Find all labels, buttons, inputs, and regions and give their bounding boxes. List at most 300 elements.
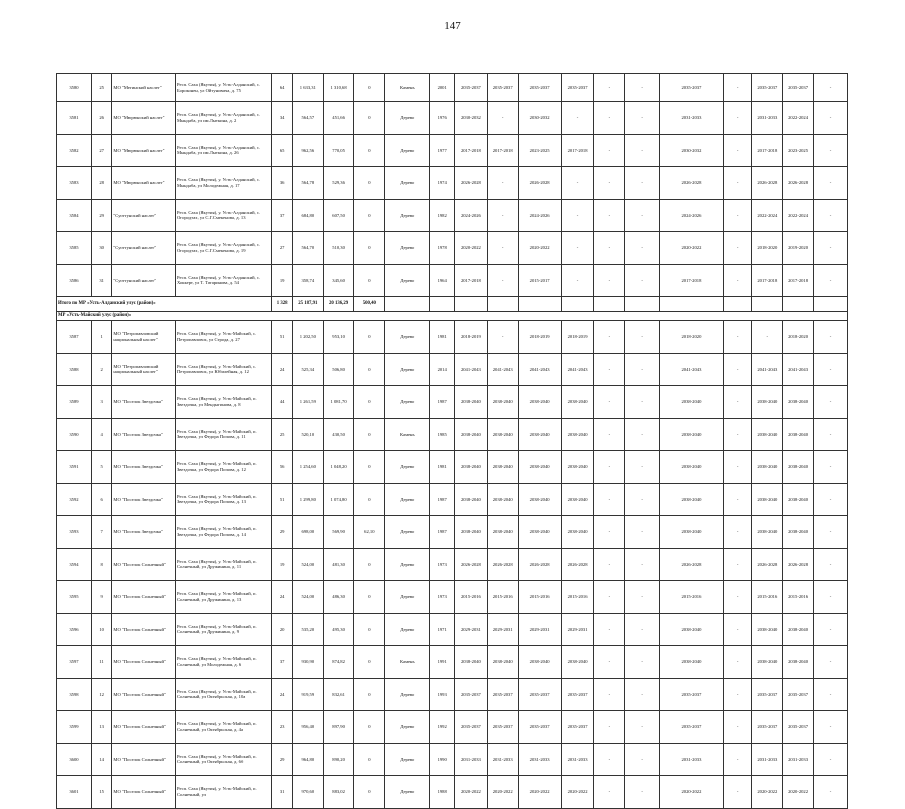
row-number-cell: 3594 bbox=[57, 548, 92, 581]
wall-material-cell: Дерево bbox=[385, 743, 430, 776]
period-roof-cell: 2038-2040 bbox=[454, 418, 487, 451]
period-electric-cell: 2020-2022 bbox=[660, 776, 724, 809]
total-living: 20 136,29 bbox=[323, 297, 354, 312]
living-area-cell: 607,50 bbox=[323, 199, 354, 232]
period-foundation-cell: 2017-2018 bbox=[783, 264, 814, 297]
residents-cell: 44 bbox=[272, 386, 293, 419]
period-basement-cell: 2018-2020 bbox=[752, 232, 783, 265]
period-other-cell: - bbox=[813, 418, 847, 451]
total-area-cell: 964,80 bbox=[292, 743, 323, 776]
period-heating-cell: 2023-2025 bbox=[518, 134, 561, 167]
row-number-cell: 3598 bbox=[57, 678, 92, 711]
address-cell: Респ. Саха (Якутия), у. Усть-Майский, п. Звездочка, ул Федора Попова, д. 11 bbox=[175, 418, 271, 451]
period-facade-cell: - bbox=[487, 264, 518, 297]
table-row bbox=[57, 613, 848, 646]
period-foundation-cell: 2020-2022 bbox=[783, 776, 814, 809]
period-other-cell: - bbox=[813, 134, 847, 167]
wall-material-cell: Дерево bbox=[385, 711, 430, 744]
table-total-section bbox=[57, 297, 848, 321]
total-area-cell: 358,74 bbox=[292, 264, 323, 297]
table-row bbox=[57, 451, 848, 484]
period-facade-cell: 2026-2028 bbox=[487, 548, 518, 581]
period-basement-cell: 2015-2016 bbox=[752, 581, 783, 614]
year-built-cell: 1977 bbox=[430, 134, 455, 167]
municipality-name-cell: МО "Поселок Солнечный" bbox=[112, 743, 176, 776]
nonresidential-area-cell: 0 bbox=[354, 199, 385, 232]
period-sewer-cell: - bbox=[594, 516, 625, 549]
period-gas-cell: - bbox=[625, 167, 660, 200]
period-roof-cell: 2030-2032 bbox=[454, 102, 487, 135]
table-row bbox=[57, 353, 848, 386]
row-number-cell: 3597 bbox=[57, 646, 92, 679]
period-water-cell: 2038-2040 bbox=[561, 483, 594, 516]
period-sewer-cell: - bbox=[594, 678, 625, 711]
period-elevator-cell: - bbox=[723, 199, 752, 232]
period-other-cell: - bbox=[813, 776, 847, 809]
wall-material-cell: Камень bbox=[385, 74, 430, 102]
wall-material-cell: Дерево bbox=[385, 516, 430, 549]
row-number-cell: 3592 bbox=[57, 483, 92, 516]
period-roof-cell: 2041-2043 bbox=[454, 353, 487, 386]
year-built-cell: 1982 bbox=[430, 199, 455, 232]
address-cell: Респ. Саха (Якутия), у. Усть-Майский, с. Петропавловск, ул Строда, д. 27 bbox=[175, 321, 271, 354]
year-built-cell: 1991 bbox=[430, 646, 455, 679]
sub-number-cell: 15 bbox=[91, 776, 112, 809]
period-electric-cell: 2015-2016 bbox=[660, 581, 724, 614]
period-water-cell: - bbox=[561, 264, 594, 297]
period-foundation-cell: 2035-2037 bbox=[783, 74, 814, 102]
period-foundation-cell: 2015-2016 bbox=[783, 581, 814, 614]
living-area-cell: 1 074,80 bbox=[323, 483, 354, 516]
address-cell: Респ. Саха (Якутия), у. Усть-Алданский, с. Мындаба, ул им.Лыткина, д. 26 bbox=[175, 134, 271, 167]
period-other-cell: - bbox=[813, 743, 847, 776]
period-gas-cell: - bbox=[625, 418, 660, 451]
period-other-cell: - bbox=[813, 102, 847, 135]
housing-table bbox=[56, 73, 848, 809]
period-water-cell: 2018-2019 bbox=[561, 321, 594, 354]
period-basement-cell: 2041-2043 bbox=[752, 353, 783, 386]
period-gas-cell: - bbox=[625, 386, 660, 419]
municipality-name-cell: МО "Поселок Солнечный" bbox=[112, 581, 176, 614]
total-area-cell: 535,20 bbox=[292, 613, 323, 646]
period-basement-cell: 2038-2040 bbox=[752, 386, 783, 419]
address-cell: Респ. Саха (Якутия), у. Усть-Майский, с. Петропавловск, ул Юбилейная, д. 12 bbox=[175, 353, 271, 386]
period-basement-cell: 2022-2024 bbox=[752, 199, 783, 232]
wall-material-cell: Дерево bbox=[385, 548, 430, 581]
total-area-cell: 1 299,80 bbox=[292, 483, 323, 516]
municipality-name-cell: МО "Поселок Звездочка" bbox=[112, 516, 176, 549]
period-heating-cell: 2030-2032 bbox=[518, 102, 561, 135]
total-label: Итого по МР «Усть-Алданский улус (район)» bbox=[57, 297, 272, 312]
period-roof-cell: 2026-2028 bbox=[454, 548, 487, 581]
sub-number-cell: 30 bbox=[91, 232, 112, 265]
row-number-cell: 3593 bbox=[57, 516, 92, 549]
period-electric-cell: 2026-2028 bbox=[660, 167, 724, 200]
table-body-ust-maya bbox=[57, 321, 848, 809]
period-heating-cell: 2038-2040 bbox=[518, 646, 561, 679]
table-row bbox=[57, 199, 848, 232]
period-water-cell: - bbox=[561, 167, 594, 200]
period-facade-cell: - bbox=[487, 199, 518, 232]
living-area-cell: 481,30 bbox=[323, 548, 354, 581]
total-row bbox=[57, 297, 848, 312]
table-row bbox=[57, 711, 848, 744]
nonresidential-area-cell: 0 bbox=[354, 167, 385, 200]
row-number-cell: 3601 bbox=[57, 776, 92, 809]
total-area-cell: 930,90 bbox=[292, 646, 323, 679]
period-electric-cell: 2020-2022 bbox=[660, 232, 724, 265]
row-number-cell: 3581 bbox=[57, 102, 92, 135]
residents-cell: 20 bbox=[272, 613, 293, 646]
period-water-cell: 2031-2033 bbox=[561, 743, 594, 776]
living-area-cell: 770,05 bbox=[323, 134, 354, 167]
nonresidential-area-cell: 0 bbox=[354, 678, 385, 711]
residents-cell: 24 bbox=[272, 678, 293, 711]
period-sewer-cell: - bbox=[594, 353, 625, 386]
municipality-name-cell: МО "Мюрюнский наслег" bbox=[112, 167, 176, 200]
living-area-cell: 430,50 bbox=[323, 418, 354, 451]
total-area-cell: 564,57 bbox=[292, 102, 323, 135]
period-electric-cell: 2038-2040 bbox=[660, 418, 724, 451]
total-area: 25 187,91 bbox=[292, 297, 323, 312]
row-number-cell: 3582 bbox=[57, 134, 92, 167]
period-sewer-cell: - bbox=[594, 167, 625, 200]
municipality-name-cell: МО "Поселок Звездочка" bbox=[112, 483, 176, 516]
period-facade-cell: 2038-2040 bbox=[487, 483, 518, 516]
period-basement-cell: 2038-2040 bbox=[752, 483, 783, 516]
wall-material-cell: Дерево bbox=[385, 321, 430, 354]
period-roof-cell: 2035-2037 bbox=[454, 74, 487, 102]
year-built-cell: 1978 bbox=[430, 232, 455, 265]
period-water-cell: 2038-2040 bbox=[561, 386, 594, 419]
address-cell: Респ. Саха (Якутия), у. Усть-Алданский, с. Хоккерт, ул Т. Татаринова, д. 54 bbox=[175, 264, 271, 297]
period-elevator-cell: - bbox=[723, 678, 752, 711]
empty-cell bbox=[385, 297, 430, 312]
period-electric-cell: 2035-2037 bbox=[660, 74, 724, 102]
wall-material-cell: Дерево bbox=[385, 678, 430, 711]
period-heating-cell: 2035-2037 bbox=[518, 74, 561, 102]
period-elevator-cell: - bbox=[723, 321, 752, 354]
empty-cell bbox=[625, 297, 660, 312]
period-gas-cell: - bbox=[625, 548, 660, 581]
empty-cell bbox=[723, 297, 752, 312]
period-water-cell: 2026-2028 bbox=[561, 548, 594, 581]
table-row bbox=[57, 102, 848, 135]
period-foundation-cell: 2023-2025 bbox=[783, 134, 814, 167]
period-electric-cell: 2038-2040 bbox=[660, 613, 724, 646]
table-row bbox=[57, 167, 848, 200]
period-sewer-cell: - bbox=[594, 386, 625, 419]
period-roof-cell: 2035-2037 bbox=[454, 678, 487, 711]
row-number-cell: 3585 bbox=[57, 232, 92, 265]
period-facade-cell: 2035-2037 bbox=[487, 74, 518, 102]
period-sewer-cell: - bbox=[594, 711, 625, 744]
municipality-name-cell: МО "Поселок Солнечный" bbox=[112, 646, 176, 679]
period-electric-cell: 2038-2040 bbox=[660, 646, 724, 679]
year-built-cell: 1981 bbox=[430, 451, 455, 484]
municipality-name-cell: МО "Петропавловский национальный наслег" bbox=[112, 321, 176, 354]
period-sewer-cell: - bbox=[594, 321, 625, 354]
empty-cell bbox=[752, 297, 783, 312]
period-heating-cell: 2041-2043 bbox=[518, 353, 561, 386]
nonresidential-area-cell: 0 bbox=[354, 74, 385, 102]
period-gas-cell: - bbox=[625, 613, 660, 646]
table-row bbox=[57, 483, 848, 516]
wall-material-cell: Дерево bbox=[385, 167, 430, 200]
sub-number-cell: 5 bbox=[91, 451, 112, 484]
period-other-cell: - bbox=[813, 264, 847, 297]
period-electric-cell: 2018-2020 bbox=[660, 321, 724, 354]
period-facade-cell: - bbox=[487, 167, 518, 200]
period-facade-cell: 2020-2022 bbox=[487, 776, 518, 809]
residents-cell: 24 bbox=[272, 581, 293, 614]
period-heating-cell: 2038-2040 bbox=[518, 418, 561, 451]
period-sewer-cell: - bbox=[594, 451, 625, 484]
period-elevator-cell: - bbox=[723, 134, 752, 167]
period-foundation-cell: 2038-2040 bbox=[783, 646, 814, 679]
residents-cell: 56 bbox=[272, 451, 293, 484]
empty-cell bbox=[430, 297, 455, 312]
period-facade-cell: 2017-2018 bbox=[487, 134, 518, 167]
sub-number-cell: 31 bbox=[91, 264, 112, 297]
address-cell: Респ. Саха (Якутия), у. Усть-Алданский, с. Бороконен, ул Ойтуновича, д. 75 bbox=[175, 74, 271, 102]
living-area-cell: 569,90 bbox=[323, 516, 354, 549]
period-heating-cell: 2035-2037 bbox=[518, 678, 561, 711]
period-heating-cell: 2038-2040 bbox=[518, 516, 561, 549]
period-electric-cell: 2038-2040 bbox=[660, 483, 724, 516]
period-foundation-cell: 2038-2040 bbox=[783, 483, 814, 516]
table-row bbox=[57, 74, 848, 102]
period-foundation-cell: 2026-2028 bbox=[783, 167, 814, 200]
period-sewer-cell: - bbox=[594, 483, 625, 516]
period-sewer-cell: - bbox=[594, 102, 625, 135]
living-area-cell: 890,20 bbox=[323, 743, 354, 776]
residents-cell: 65 bbox=[272, 134, 293, 167]
table-row bbox=[57, 743, 848, 776]
period-elevator-cell: - bbox=[723, 74, 752, 102]
period-foundation-cell: 2038-2040 bbox=[783, 386, 814, 419]
period-elevator-cell: - bbox=[723, 548, 752, 581]
total-area-cell: 1 633,31 bbox=[292, 74, 323, 102]
period-water-cell: 2035-2037 bbox=[561, 711, 594, 744]
wall-material-cell: Дерево bbox=[385, 581, 430, 614]
period-roof-cell: 2038-2040 bbox=[454, 483, 487, 516]
period-other-cell: - bbox=[813, 451, 847, 484]
period-water-cell: 2035-2037 bbox=[561, 678, 594, 711]
period-heating-cell: 2026-2028 bbox=[518, 167, 561, 200]
municipality-name-cell: МО "Поселок Звездочка" bbox=[112, 418, 176, 451]
period-electric-cell: 2026-2028 bbox=[660, 548, 724, 581]
period-foundation-cell: 2022-2024 bbox=[783, 102, 814, 135]
table-row bbox=[57, 646, 848, 679]
period-heating-cell: 2035-2037 bbox=[518, 711, 561, 744]
address-cell: Респ. Саха (Якутия), у. Усть-Майский, п. Звездочка, ул Федора Попова, д. 12 bbox=[175, 451, 271, 484]
residents-cell: 31 bbox=[272, 776, 293, 809]
period-elevator-cell: - bbox=[723, 102, 752, 135]
nonresidential-area-cell: 0 bbox=[354, 646, 385, 679]
period-gas-cell: - bbox=[625, 743, 660, 776]
residents-cell: 29 bbox=[272, 516, 293, 549]
period-foundation-cell: 2041-2043 bbox=[783, 353, 814, 386]
period-electric-cell: 2041-2043 bbox=[660, 353, 724, 386]
period-facade-cell: 2038-2040 bbox=[487, 516, 518, 549]
living-area-cell: 1 081,70 bbox=[323, 386, 354, 419]
period-electric-cell: 2031-2033 bbox=[660, 743, 724, 776]
period-facade-cell: 2035-2037 bbox=[487, 678, 518, 711]
period-roof-cell: 2029-2031 bbox=[454, 613, 487, 646]
wall-material-cell: Дерево bbox=[385, 232, 430, 265]
period-foundation-cell: 2035-2037 bbox=[783, 678, 814, 711]
nonresidential-area-cell: 0 bbox=[354, 711, 385, 744]
table-row bbox=[57, 232, 848, 265]
nonresidential-area-cell: 0 bbox=[354, 232, 385, 265]
wall-material-cell: Камень bbox=[385, 418, 430, 451]
period-basement-cell: 2017-2018 bbox=[752, 264, 783, 297]
period-facade-cell: 2035-2037 bbox=[487, 711, 518, 744]
period-basement-cell: 2035-2037 bbox=[752, 74, 783, 102]
period-electric-cell: 2024-2026 bbox=[660, 199, 724, 232]
nonresidential-area-cell: 0 bbox=[354, 386, 385, 419]
period-gas-cell: - bbox=[625, 711, 660, 744]
sub-number-cell: 25 bbox=[91, 74, 112, 102]
address-cell: Респ. Саха (Якутия), у. Усть-Алданский, с. Мындаба, ул им.Лыткина, д. 2 bbox=[175, 102, 271, 135]
period-heating-cell: 2020-2022 bbox=[518, 232, 561, 265]
sub-number-cell: 7 bbox=[91, 516, 112, 549]
row-number-cell: 3580 bbox=[57, 74, 92, 102]
page-number: 147 bbox=[444, 20, 461, 32]
period-sewer-cell: - bbox=[594, 199, 625, 232]
period-water-cell: - bbox=[561, 232, 594, 265]
period-sewer-cell: - bbox=[594, 743, 625, 776]
period-basement-cell: 2035-2037 bbox=[752, 678, 783, 711]
address-cell: Респ. Саха (Якутия), у. Усть-Алданский, с. Огородтах, ул С.Г.Смекенова, д. 19 bbox=[175, 232, 271, 265]
sub-number-cell: 2 bbox=[91, 353, 112, 386]
year-built-cell: 1987 bbox=[430, 483, 455, 516]
nonresidential-area-cell: 0 bbox=[354, 418, 385, 451]
wall-material-cell: Камень bbox=[385, 646, 430, 679]
year-built-cell: 1987 bbox=[430, 386, 455, 419]
table-row bbox=[57, 321, 848, 354]
period-electric-cell: 2038-2040 bbox=[660, 451, 724, 484]
year-built-cell: 1992 bbox=[430, 711, 455, 744]
residents-cell: 51 bbox=[272, 483, 293, 516]
address-cell: Респ. Саха (Якутия), у. Усть-Майский, п. Солнечный, ул Октябрьская, д. 6б bbox=[175, 743, 271, 776]
period-roof-cell: 2017-2018 bbox=[454, 134, 487, 167]
period-gas-cell: - bbox=[625, 353, 660, 386]
period-facade-cell: - bbox=[487, 232, 518, 265]
total-area-cell: 564,78 bbox=[292, 167, 323, 200]
year-built-cell: 1971 bbox=[430, 613, 455, 646]
period-other-cell: - bbox=[813, 386, 847, 419]
period-heating-cell: 2026-2028 bbox=[518, 548, 561, 581]
table-row bbox=[57, 581, 848, 614]
total-area-cell: 919,59 bbox=[292, 678, 323, 711]
living-area-cell: 897,90 bbox=[323, 711, 354, 744]
sub-number-cell: 11 bbox=[91, 646, 112, 679]
address-cell: Респ. Саха (Якутия), у. Усть-Майский, п. Солнечный, ул Дружинина, д. 13 bbox=[175, 581, 271, 614]
period-water-cell: 2041-2043 bbox=[561, 353, 594, 386]
period-facade-cell: 2029-2031 bbox=[487, 613, 518, 646]
wall-material-cell: Дерево bbox=[385, 483, 430, 516]
period-sewer-cell: - bbox=[594, 134, 625, 167]
period-heating-cell: 2031-2033 bbox=[518, 743, 561, 776]
period-heating-cell: 2015-2017 bbox=[518, 264, 561, 297]
period-gas-cell: - bbox=[625, 199, 660, 232]
period-basement-cell: 2026-2028 bbox=[752, 167, 783, 200]
period-other-cell: - bbox=[813, 516, 847, 549]
year-built-cell: 1973 bbox=[430, 548, 455, 581]
period-other-cell: - bbox=[813, 321, 847, 354]
sub-number-cell: 27 bbox=[91, 134, 112, 167]
nonresidential-area-cell: 0 bbox=[354, 743, 385, 776]
period-foundation-cell: 2019-2020 bbox=[783, 232, 814, 265]
residents-cell: 27 bbox=[272, 232, 293, 265]
sub-number-cell: 3 bbox=[91, 386, 112, 419]
period-roof-cell: 2020-2022 bbox=[454, 776, 487, 809]
year-built-cell: 1964 bbox=[430, 264, 455, 297]
residents-cell: 37 bbox=[272, 199, 293, 232]
living-area-cell: 1 048,20 bbox=[323, 451, 354, 484]
period-elevator-cell: - bbox=[723, 167, 752, 200]
period-basement-cell: 2035-2037 bbox=[752, 711, 783, 744]
wall-material-cell: Дерево bbox=[385, 102, 430, 135]
period-electric-cell: 2035-2037 bbox=[660, 711, 724, 744]
row-number-cell: 3591 bbox=[57, 451, 92, 484]
period-facade-cell: 2031-2033 bbox=[487, 743, 518, 776]
wall-material-cell: Дерево bbox=[385, 386, 430, 419]
wall-material-cell: Дерево bbox=[385, 613, 430, 646]
table-row bbox=[57, 134, 848, 167]
period-water-cell: - bbox=[561, 199, 594, 232]
empty-cell bbox=[783, 297, 814, 312]
row-number-cell: 3583 bbox=[57, 167, 92, 200]
year-built-cell: 1985 bbox=[430, 418, 455, 451]
period-sewer-cell: - bbox=[594, 74, 625, 102]
living-area-cell: 1 310,68 bbox=[323, 74, 354, 102]
period-facade-cell: 2038-2040 bbox=[487, 418, 518, 451]
residents-cell: 34 bbox=[272, 102, 293, 135]
table-body-ust-aldan bbox=[57, 74, 848, 297]
year-built-cell: 1993 bbox=[430, 678, 455, 711]
period-heating-cell: 2018-2019 bbox=[518, 321, 561, 354]
period-roof-cell: 2038-2040 bbox=[454, 646, 487, 679]
living-area-cell: 874,82 bbox=[323, 646, 354, 679]
row-number-cell: 3586 bbox=[57, 264, 92, 297]
row-number-cell: 3600 bbox=[57, 743, 92, 776]
period-water-cell: 2020-2022 bbox=[561, 776, 594, 809]
address-cell: Респ. Саха (Якутия), у. Усть-Майский, п. Солнечный, ул Молодежная, д. 6 bbox=[175, 646, 271, 679]
period-water-cell: 2015-2016 bbox=[561, 581, 594, 614]
living-area-cell: 510,30 bbox=[323, 232, 354, 265]
sub-number-cell: 29 bbox=[91, 199, 112, 232]
period-foundation-cell: 2026-2028 bbox=[783, 548, 814, 581]
residents-cell: 51 bbox=[272, 321, 293, 354]
year-built-cell: 1973 bbox=[430, 581, 455, 614]
period-water-cell: 2038-2040 bbox=[561, 418, 594, 451]
nonresidential-area-cell: 0 bbox=[354, 353, 385, 386]
living-area-cell: 529,36 bbox=[323, 167, 354, 200]
nonresidential-area-cell: 0 bbox=[354, 483, 385, 516]
year-built-cell: 2001 bbox=[430, 74, 455, 102]
living-area-cell: 451,66 bbox=[323, 102, 354, 135]
period-foundation-cell: 2038-2040 bbox=[783, 451, 814, 484]
residents-cell: 24 bbox=[272, 353, 293, 386]
period-heating-cell: 2020-2022 bbox=[518, 776, 561, 809]
sub-number-cell: 14 bbox=[91, 743, 112, 776]
address-cell: Респ. Саха (Якутия), у. Усть-Майский, п. Звездочка, ул Федора Попова, д. 14 bbox=[175, 516, 271, 549]
period-electric-cell: 2038-2040 bbox=[660, 386, 724, 419]
period-roof-cell: 2018-2019 bbox=[454, 321, 487, 354]
